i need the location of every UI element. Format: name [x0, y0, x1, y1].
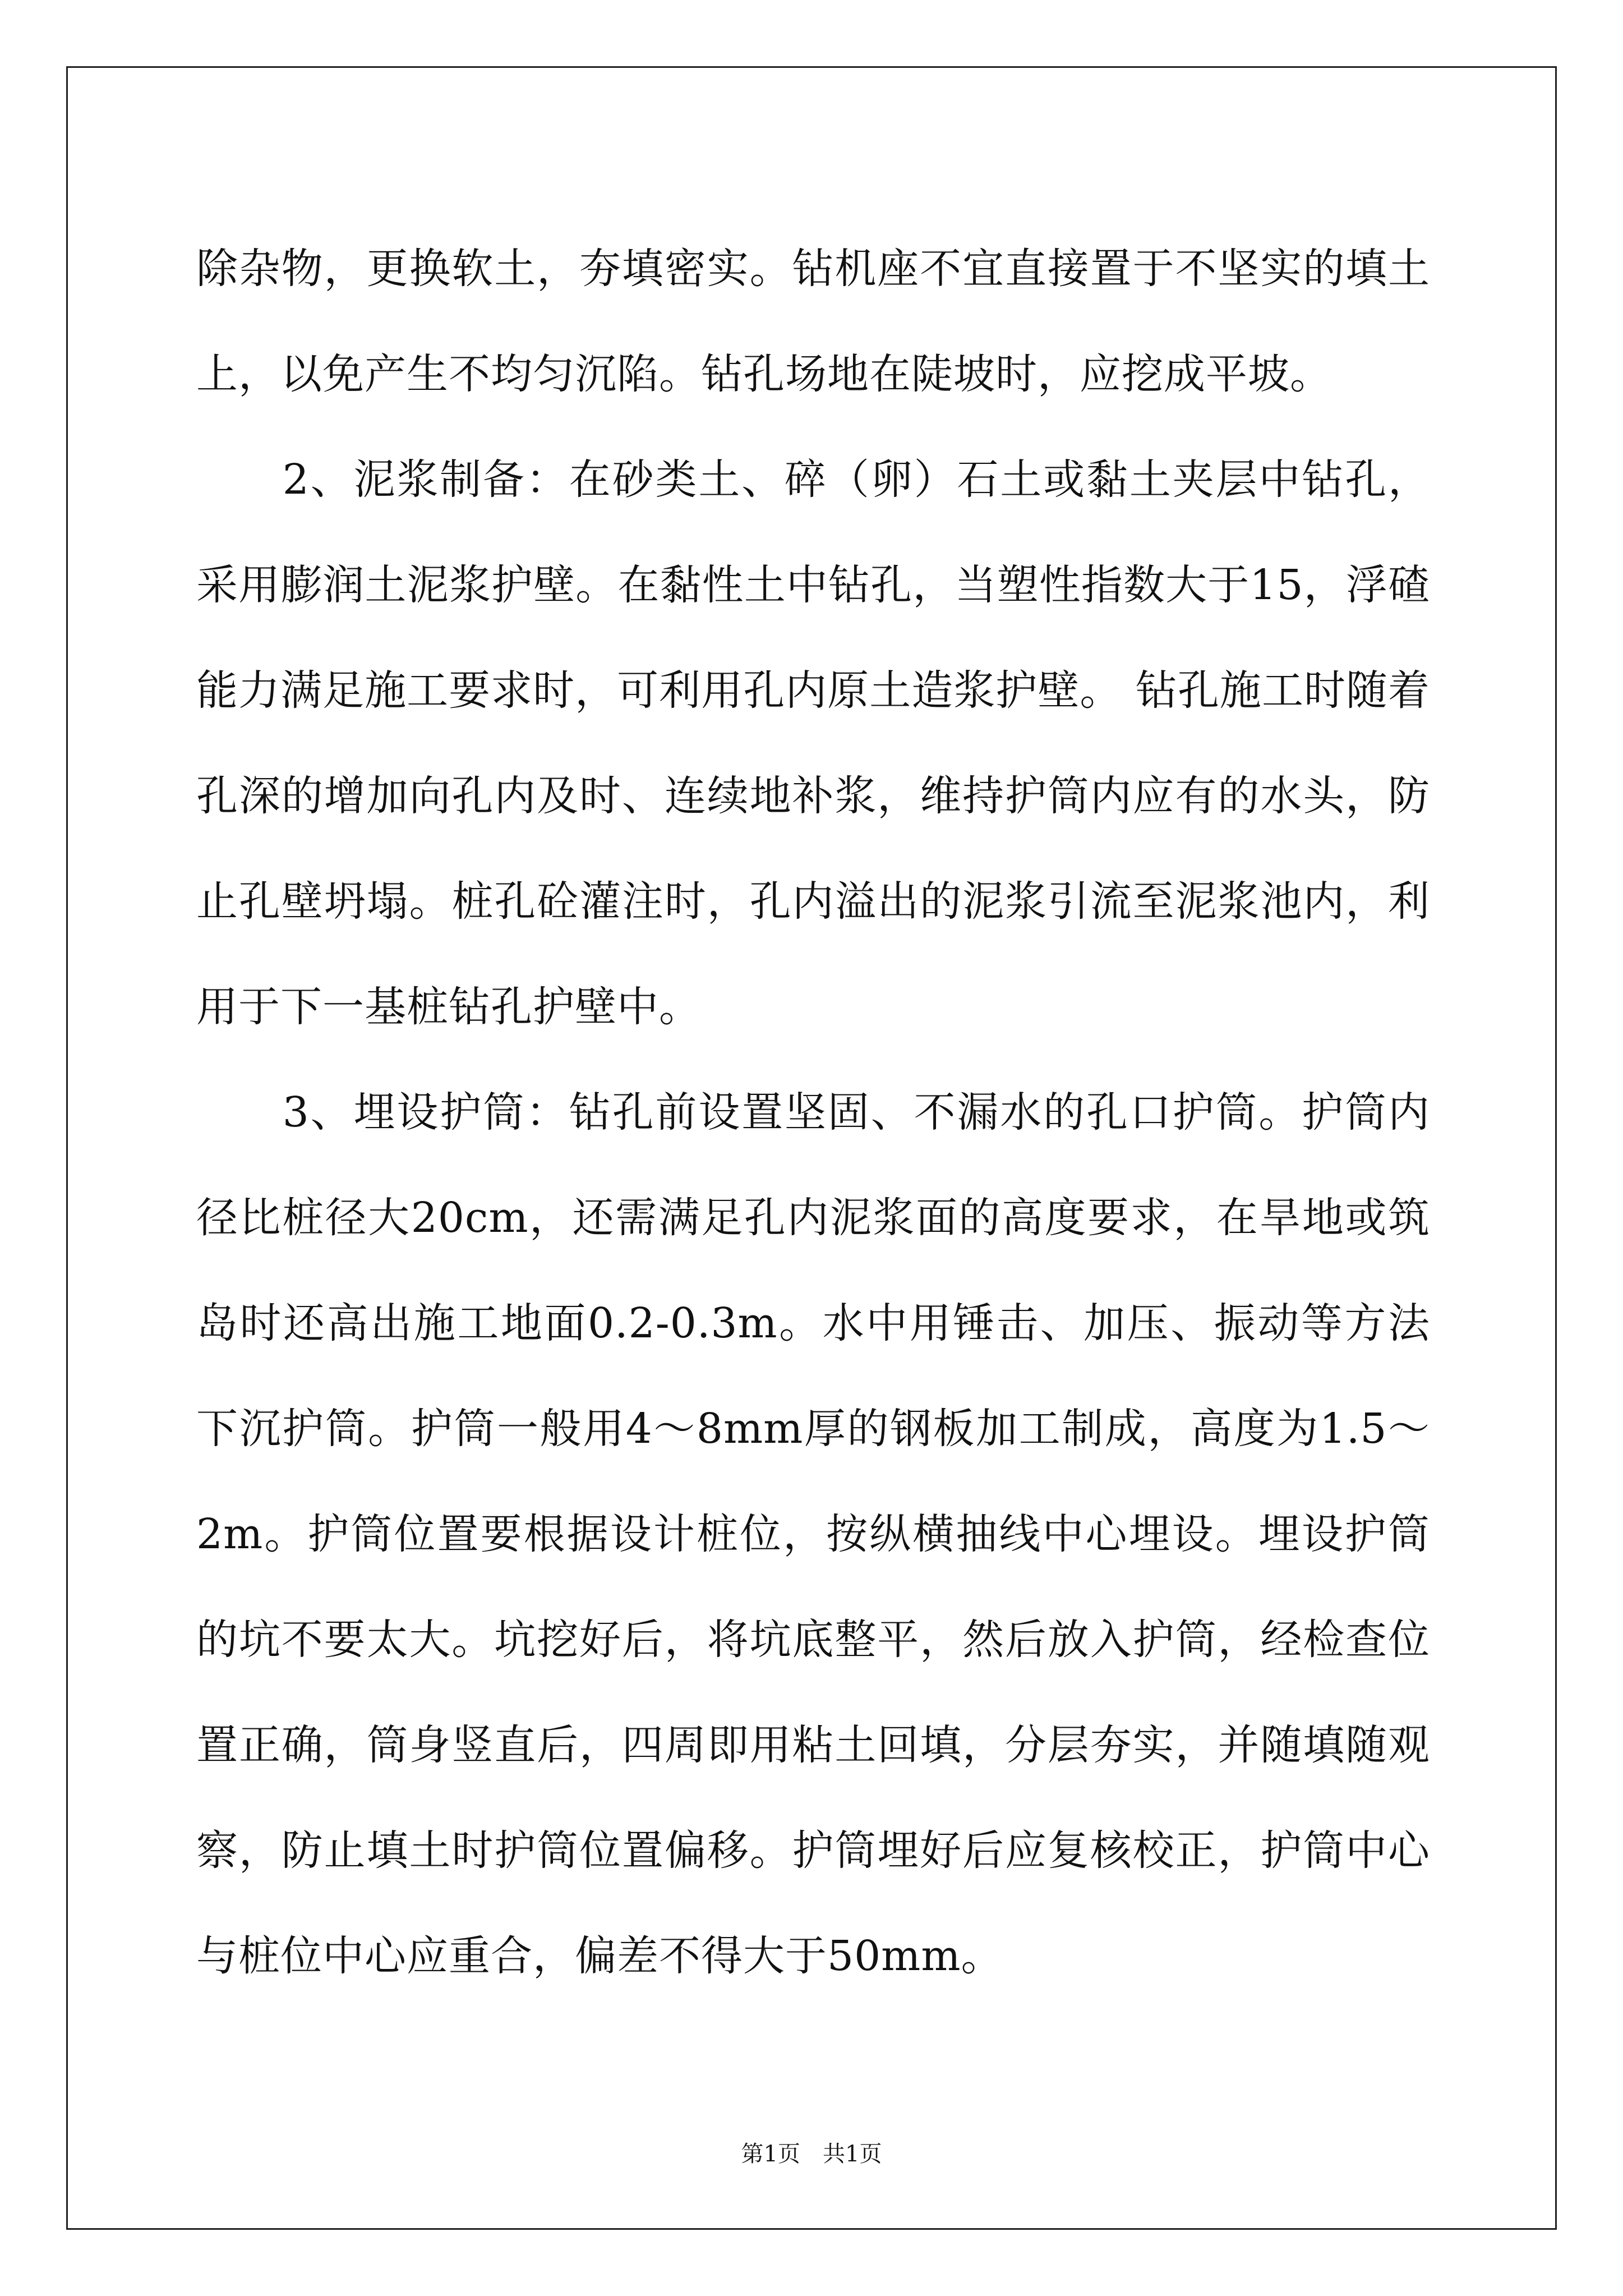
paragraph-casing-installation: 3、埋设护筒：钻孔前设置坚固、不漏水的孔口护筒。护筒内径比桩径大20cm，还需满足孔内泥浆面的高度要求，在旱地或筑岛时还高出施工地面0.2-0.3m。水中用锤击、加压、振动等方法下沉护筒。护筒一般用4～8mm厚的钢板加工制成，高度为1.5～2m。护筒位置要根据设计桩位，按纵横抽线中心埋设。埋设护筒的坑不要太大。坑挖好后，将坑底整平，然后放入护筒，经检查位置正确，筒身竖直后，四周即用粘土回填，分层夯实，并随填随观察，防止填土时护筒位置偏移。护筒埋好后应复核校正，护筒中心与桩位中心应重合，偏差不得大于50mm。 — [196, 1088, 1430, 1980]
paragraph-site-preparation: 除杂物，更换软土，夯填密实。钻机座不宜直接置于不坚实的填土上，以免产生不均匀沉陷。钻孔场地在陡坡时，应挖成平坡。 — [196, 245, 1430, 398]
paragraph-mud-preparation: 2、泥浆制备：在砂类土、碎（卵）石土或黏土夹层中钻孔，采用膨润土泥浆护壁。在黏性土中钻孔，当塑性指数大于15，浮碴能力满足施工要求时，可利用孔内原土造浆护壁。 钻孔施工时随着孔深的增加向孔内及时、连续地补浆，维持护筒内应有的水头，防止孔壁坍塌。桩孔砼灌注时，孔内溢出的泥浆引流至泥浆池内，利用于下一基桩钻孔护壁中。 — [196, 455, 1430, 1031]
document-body — [196, 216, 1430, 2009]
page-footer: 第1页 共1页 — [741, 2141, 882, 2167]
